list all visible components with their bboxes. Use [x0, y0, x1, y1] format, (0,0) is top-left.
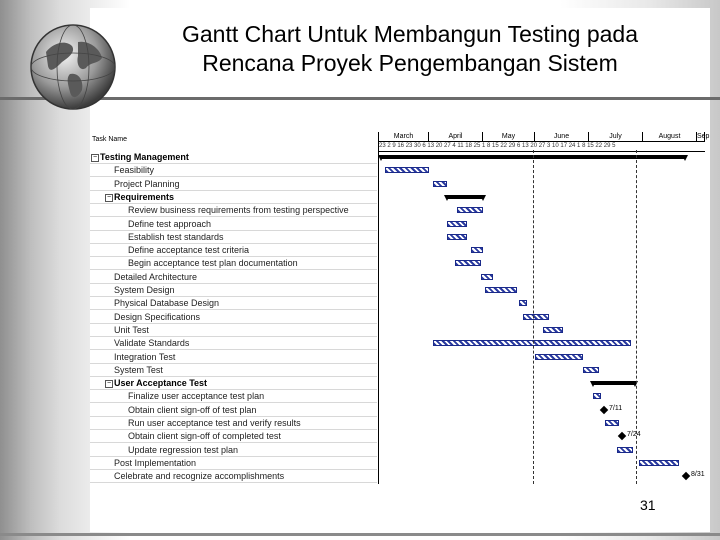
milestone-date-label: 8/31 [691, 471, 705, 479]
task-panel [90, 132, 377, 484]
milestone-marker[interactable] [618, 432, 626, 440]
task-row[interactable] [90, 444, 377, 457]
title-line-1: Gantt Chart Untuk Membangun Testing pada [181, 21, 638, 47]
task-name: Testing Management [100, 152, 189, 162]
task-row[interactable] [90, 390, 377, 403]
task-row[interactable] [90, 457, 377, 470]
task-bar[interactable] [523, 314, 549, 320]
task-name: Requirements [114, 191, 175, 202]
task-bar[interactable] [519, 300, 527, 306]
task-bar[interactable] [385, 167, 429, 173]
task-name: Begin acceptance test plan documentation [128, 258, 298, 269]
task-row[interactable] [90, 271, 377, 284]
task-name: Define test approach [128, 218, 212, 229]
globe-icon [28, 22, 118, 112]
task-name: User Acceptance Test [114, 378, 208, 389]
task-bar[interactable] [447, 234, 467, 240]
month-label: July [589, 132, 643, 141]
footer-divider [0, 533, 720, 536]
task-bar[interactable] [543, 327, 563, 333]
task-name-header: Task Name [92, 136, 128, 143]
month-label: Sep [697, 133, 710, 140]
task-bar[interactable] [433, 340, 631, 346]
task-row[interactable] [90, 377, 377, 390]
task-bar[interactable] [457, 207, 483, 213]
page-number: 31 [640, 497, 656, 513]
task-row[interactable] [90, 151, 377, 164]
task-row[interactable] [90, 204, 377, 217]
gantt-chart [90, 132, 710, 484]
task-name: Physical Database Design [114, 298, 220, 309]
task-bar[interactable] [605, 420, 619, 426]
task-row[interactable] [90, 324, 377, 337]
task-bar[interactable] [433, 181, 447, 187]
month-label: May [483, 132, 535, 141]
task-name: Integration Test [114, 351, 176, 362]
task-bar[interactable] [471, 247, 483, 253]
task-row[interactable] [90, 337, 377, 350]
task-row[interactable] [90, 404, 377, 417]
task-row[interactable] [90, 364, 377, 377]
task-bar[interactable] [617, 447, 633, 453]
task-bar[interactable] [447, 221, 467, 227]
task-name: Define acceptance test criteria [128, 245, 250, 256]
milestone-date-label: 7/11 [609, 404, 623, 412]
task-name: Feasibility [114, 165, 155, 176]
summary-bar[interactable] [593, 381, 635, 385]
timeline-marker-line [636, 150, 637, 484]
task-bar[interactable] [485, 287, 517, 293]
task-row[interactable] [90, 430, 377, 443]
month-label: March [379, 132, 429, 141]
collapse-icon[interactable]: − [106, 380, 112, 388]
timeline-marker-line [533, 150, 534, 484]
collapse-icon[interactable]: − [106, 193, 112, 201]
task-row[interactable] [90, 351, 377, 364]
task-name: Validate Standards [114, 338, 190, 349]
task-name: Project Planning [114, 178, 180, 189]
task-name: Design Specifications [114, 311, 201, 322]
task-row[interactable] [90, 297, 377, 310]
task-row[interactable] [90, 470, 377, 483]
task-name: Post Implementation [114, 457, 197, 468]
task-bar[interactable] [535, 354, 583, 360]
month-label: August [643, 132, 697, 141]
task-name: Celebrate and recognize accomplishments [114, 471, 285, 482]
task-row[interactable] [90, 164, 377, 177]
milestone-date-label: 7/24 [627, 431, 641, 439]
task-name: Review business requirements from testing perspective [128, 205, 349, 216]
task-row[interactable] [90, 284, 377, 297]
task-name: Establish test standards [128, 231, 224, 242]
task-row[interactable] [90, 218, 377, 231]
task-name: Detailed Architecture [114, 271, 198, 282]
slide-title [130, 20, 690, 78]
task-bar[interactable] [593, 393, 601, 399]
task-row[interactable] [90, 178, 377, 191]
task-row[interactable] [90, 244, 377, 257]
month-label: June [535, 132, 589, 141]
timeline-area [378, 132, 710, 484]
task-name: Update regression test plan [128, 444, 239, 455]
task-name: Obtain client sign-off of test plan [128, 404, 257, 415]
collapse-icon[interactable]: − [92, 154, 98, 161]
task-name: System Test [114, 364, 163, 375]
task-row[interactable] [90, 311, 377, 324]
week-header: 23 2 9 16 23 30 6 13 20 27 4 11 18 25 1 8 15 22 29 6 13 20 27 3 10 17 24 1 8 15 22 29 5 [379, 141, 705, 152]
task-row[interactable] [90, 231, 377, 244]
task-bar[interactable] [583, 367, 599, 373]
task-bar[interactable] [639, 460, 679, 466]
task-row[interactable] [90, 417, 377, 430]
task-name: Obtain client sign-off of completed test [128, 431, 281, 442]
task-name: System Design [114, 285, 175, 295]
task-name: Run user acceptance test and verify results [128, 418, 301, 428]
task-bar[interactable] [455, 260, 481, 266]
title-line-2: Rencana Proyek Pengembangan Sistem [202, 50, 618, 76]
task-bar[interactable] [481, 274, 493, 280]
month-label: April [429, 132, 483, 141]
task-row[interactable] [90, 191, 377, 204]
summary-bar[interactable] [447, 195, 483, 199]
task-name: Finalize user acceptance test plan [128, 391, 265, 402]
milestone-marker[interactable] [600, 405, 608, 413]
task-name: Unit Test [114, 324, 149, 335]
task-row[interactable] [90, 257, 377, 270]
milestone-marker[interactable] [682, 472, 690, 480]
